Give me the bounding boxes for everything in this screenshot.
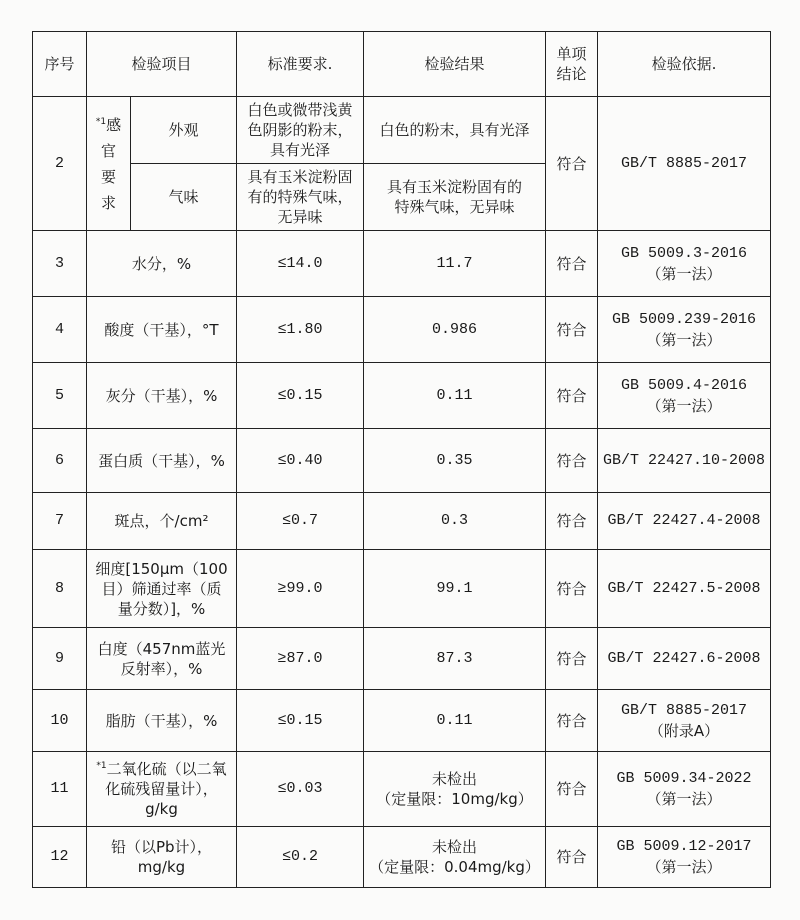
row-conclusion: 符合 xyxy=(546,550,598,628)
row-result: 0.3 xyxy=(364,493,546,550)
conclusion: 符合 xyxy=(546,97,598,231)
table-row xyxy=(33,297,771,363)
row-item: 蛋白质（干基），% xyxy=(87,429,237,493)
result-odor: 具有玉米淀粉固有的特殊气味，无异味 xyxy=(364,164,546,231)
row-item-text: 二氧化硫（以二氧化硫残留量计），g/kg xyxy=(105,760,227,818)
row-seq: 7 xyxy=(33,493,87,550)
basis-method: （第一法） xyxy=(646,790,722,808)
result-detection-limit: （定量限：10mg/kg） xyxy=(376,790,533,808)
row-conclusion: 符合 xyxy=(546,628,598,690)
row-seq: 5 xyxy=(33,363,87,429)
row-result: 0.11 xyxy=(364,363,546,429)
row-conclusion: 符合 xyxy=(546,429,598,493)
result-detection-limit: （定量限：0.04mg/kg） xyxy=(369,858,540,876)
header-conclusion-line1: 单项 xyxy=(556,45,587,63)
header-row xyxy=(33,32,771,97)
row-requirement: ≤1.80 xyxy=(237,297,364,363)
row-seq: 11 xyxy=(33,752,87,827)
row-seq: 2 xyxy=(33,97,87,231)
row-conclusion: 符合 xyxy=(546,752,598,827)
basis-line: GB 5009.34-2022 xyxy=(616,770,752,787)
row-requirement: ≤0.40 xyxy=(237,429,364,493)
basis-line: GB 5009.4-2016 xyxy=(620,376,748,394)
basis-method: （第一法） xyxy=(646,330,722,349)
group-char: 官 xyxy=(100,141,116,160)
row-item: 灰分（干基），% xyxy=(87,363,237,429)
row-basis xyxy=(598,752,771,827)
group-char: 要 xyxy=(100,167,116,186)
row-result: 11.7 xyxy=(364,231,546,297)
table-row xyxy=(33,429,771,493)
row-item: 铅（以Pb计），mg/kg xyxy=(87,827,237,888)
basis-method: （第一法） xyxy=(646,858,722,876)
row-basis xyxy=(598,231,771,297)
row-result: 0.35 xyxy=(364,429,546,493)
basis-method: （第一法） xyxy=(646,396,722,415)
row-conclusion: 符合 xyxy=(546,690,598,752)
row-requirement: ≤0.15 xyxy=(237,690,364,752)
group-char: 感 xyxy=(106,115,122,134)
row-item: 酸度（干基），°T xyxy=(87,297,237,363)
basis: GB/T 8885-2017 xyxy=(598,97,771,231)
table-row xyxy=(33,690,771,752)
header-requirement: 标准要求. xyxy=(237,32,364,97)
row-basis: GB/T 22427.5-2008 xyxy=(598,550,771,628)
inspection-results-table xyxy=(32,31,771,888)
row-basis xyxy=(598,690,771,752)
row-item: 白度（457nm蓝光反射率），% xyxy=(87,628,237,690)
basis-line: GB 5009.12-2017 xyxy=(616,838,752,855)
row-result: 0.11 xyxy=(364,690,546,752)
header-item: 检验项目 xyxy=(87,32,237,97)
row-basis xyxy=(598,827,771,888)
sensory-group-label xyxy=(87,97,131,231)
row-seq: 8 xyxy=(33,550,87,628)
header-conclusion-line2: 结论 xyxy=(556,65,587,83)
row-requirement: ≤0.15 xyxy=(237,363,364,429)
table-row xyxy=(33,97,771,164)
table-row xyxy=(33,231,771,297)
row-conclusion: 符合 xyxy=(546,231,598,297)
row-result xyxy=(364,752,546,827)
header-seq: 序号 xyxy=(33,32,87,97)
table-row xyxy=(33,550,771,628)
table-row xyxy=(33,628,771,690)
row-requirement: ≤0.7 xyxy=(237,493,364,550)
row-conclusion: 符合 xyxy=(546,493,598,550)
row-item xyxy=(87,752,237,827)
row-basis: GB/T 22427.6-2008 xyxy=(598,628,771,690)
row-item: 细度[150μm（100目）筛通过率（质量分数）]，% xyxy=(87,550,237,628)
row-seq: 9 xyxy=(33,628,87,690)
requirement-appearance: 白色或微带浅黄色阴影的粉末，具有光泽 xyxy=(237,97,364,164)
result-appearance: 白色的粉末，具有光泽 xyxy=(364,97,546,164)
row-result: 99.1 xyxy=(364,550,546,628)
basis-method: （附录A） xyxy=(648,721,720,740)
row-result: 87.3 xyxy=(364,628,546,690)
header-result: 检验结果 xyxy=(364,32,546,97)
row-seq: 12 xyxy=(33,827,87,888)
row-result xyxy=(364,827,546,888)
row-seq: 6 xyxy=(33,429,87,493)
requirement-odor: 具有玉米淀粉固有的特殊气味，无异味 xyxy=(237,164,364,231)
row-seq: 10 xyxy=(33,690,87,752)
row-seq: 3 xyxy=(33,231,87,297)
basis-line: GB/T 8885-2017 xyxy=(620,701,748,719)
header-conclusion xyxy=(546,32,598,97)
row-requirement: ≥99.0 xyxy=(237,550,364,628)
basis-method: （第一法） xyxy=(646,264,722,283)
result-line: 未检出 xyxy=(431,838,477,856)
row-requirement: ≤0.2 xyxy=(237,827,364,888)
table-row xyxy=(33,827,771,888)
footnote-marker: *1 xyxy=(95,116,107,127)
sub-item-appearance: 外观 xyxy=(131,97,237,164)
row-result: 0.986 xyxy=(364,297,546,363)
row-basis: GB/T 22427.4-2008 xyxy=(598,493,771,550)
footnote-marker: *1 xyxy=(96,761,107,771)
basis-line: GB 5009.3-2016 xyxy=(620,244,748,262)
row-basis: GB/T 22427.10-2008 xyxy=(598,429,771,493)
sub-item-odor: 气味 xyxy=(131,164,237,231)
row-seq: 4 xyxy=(33,297,87,363)
table-row xyxy=(33,493,771,550)
basis-line: GB 5009.239-2016 xyxy=(611,310,757,328)
row-item: 斑点，个/cm² xyxy=(87,493,237,550)
row-item: 脂肪（干基），% xyxy=(87,690,237,752)
row-basis xyxy=(598,297,771,363)
group-char: 求 xyxy=(100,193,116,212)
row-item: 水分，% xyxy=(87,231,237,297)
header-basis: 检验依据. xyxy=(598,32,771,97)
table-row xyxy=(33,363,771,429)
row-requirement: ≥87.0 xyxy=(237,628,364,690)
row-conclusion: 符合 xyxy=(546,827,598,888)
row-conclusion: 符合 xyxy=(546,297,598,363)
result-line: 未检出 xyxy=(431,770,477,788)
table-row xyxy=(33,752,771,827)
row-conclusion: 符合 xyxy=(546,363,598,429)
row-requirement: ≤14.0 xyxy=(237,231,364,297)
row-basis xyxy=(598,363,771,429)
row-requirement: ≤0.03 xyxy=(237,752,364,827)
